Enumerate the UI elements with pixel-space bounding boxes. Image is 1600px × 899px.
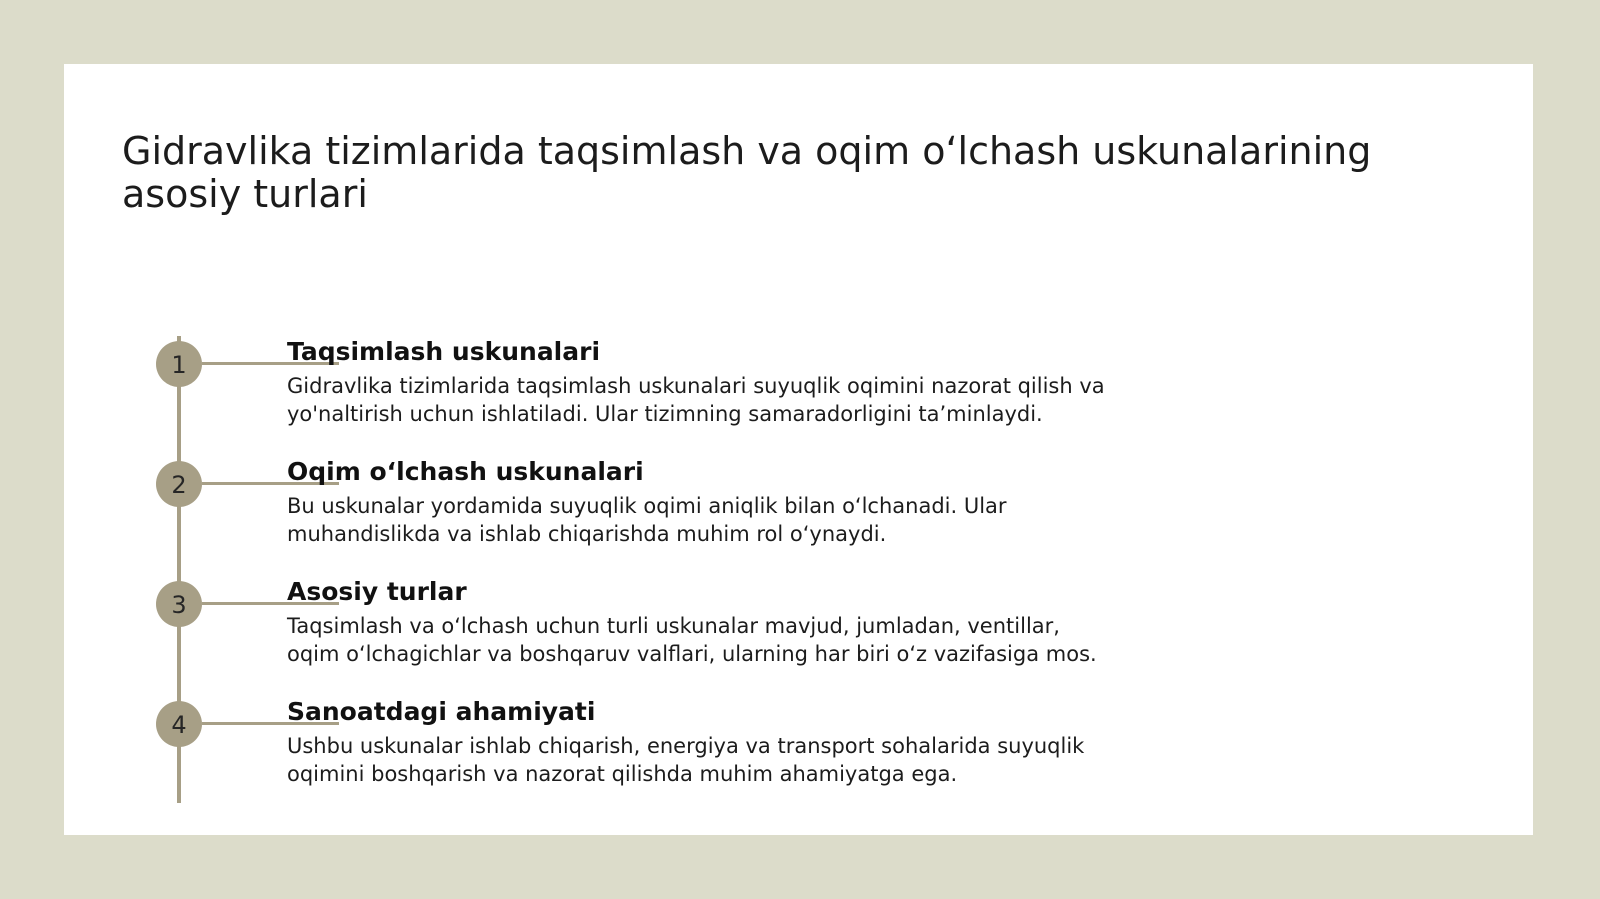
step-number-badge: 1	[156, 341, 202, 387]
slide	[64, 64, 1533, 835]
step-number-badge: 3	[156, 581, 202, 627]
step-description: Gidravlika tizimlarida taqsimlash uskunalari suyuqlik oqimini nazorat qilish va yo'naltirish uchun ishlatiladi. Ular tizimning samaradorligini ta’minlaydi.	[287, 374, 1105, 426]
step-description: Ushbu uskunalar ishlab chiqarish, energiya va transport sohalarida suyuqlik oqimini boshqarish va nazorat qilishda muhim ahamiyatga ega.	[287, 734, 1085, 786]
step-description: Taqsimlash va o‘lchash uchun turli uskunalar mavjud, jumladan, ventillar, oqim o‘lchagichlar va boshqaruv valflari, ularning har biri o‘z vazifasiga mos.	[287, 614, 1097, 666]
step-number-badge: 2	[156, 461, 202, 507]
step-title: Sanoatdagi ahamiyati	[287, 697, 596, 726]
step-title: Oqim o‘lchash uskunalari	[287, 457, 644, 486]
step-description: Bu uskunalar yordamida suyuqlik oqimi aniqlik bilan o‘lchanadi. Ular muhandislikda va ishlab chiqarishda muhim rol o‘ynaydi.	[287, 494, 1007, 546]
slide-title: Gidravlika tizimlarida taqsimlash va oqim o‘lchash uskunalarining asosiy turlari	[122, 129, 1372, 216]
step-title: Taqsimlash uskunalari	[287, 337, 601, 366]
step-number-badge: 4	[156, 701, 202, 747]
step-title: Asosiy turlar	[287, 577, 467, 606]
